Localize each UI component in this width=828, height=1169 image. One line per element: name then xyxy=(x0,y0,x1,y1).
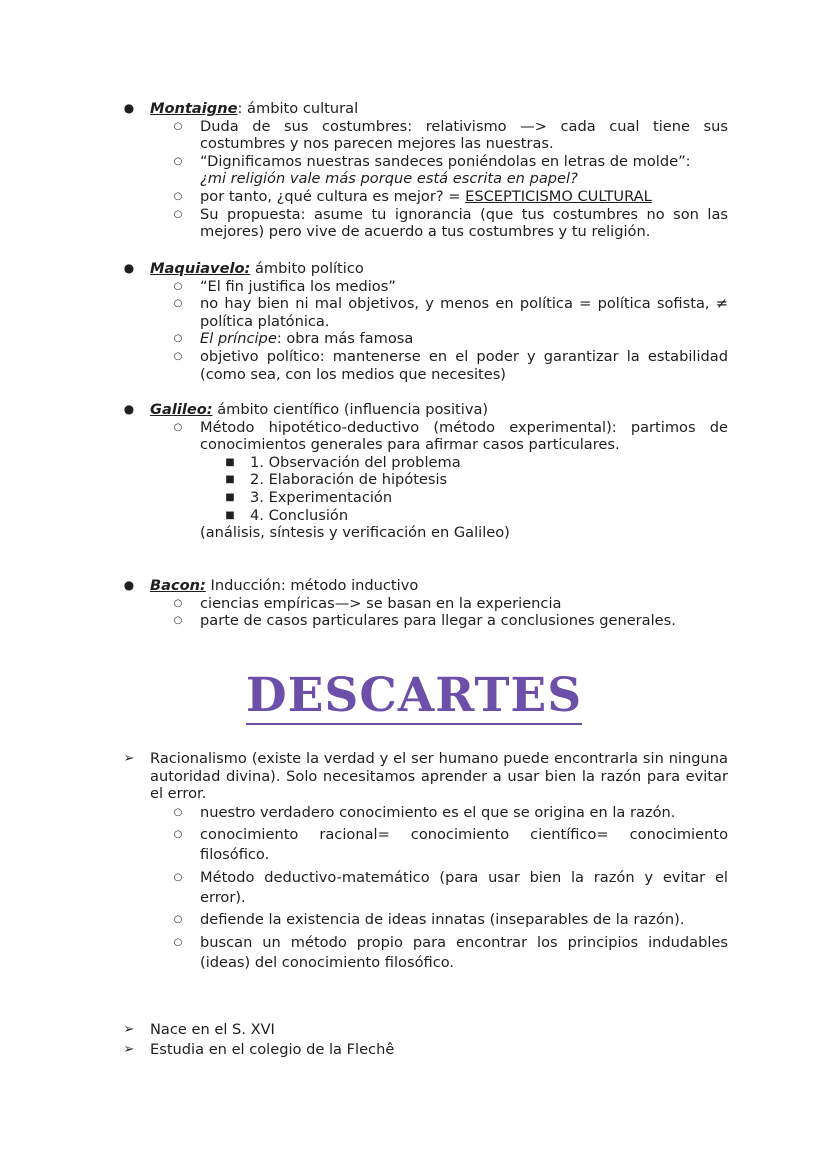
galileo-name: Galileo: xyxy=(150,401,213,418)
list-item xyxy=(100,910,728,930)
list-item xyxy=(150,507,728,525)
bullet-circle-icon: ○ xyxy=(173,280,183,292)
bio-line xyxy=(123,1040,728,1060)
galileo-step-3: 3. Experimentación xyxy=(250,488,393,506)
list-item xyxy=(100,118,728,153)
list-item xyxy=(100,612,728,630)
galileo-section xyxy=(123,401,728,542)
bullet-circle-icon: ○ xyxy=(173,350,183,362)
list-item xyxy=(150,471,728,489)
galileo-scope: ámbito científico (influencia positiva) xyxy=(212,401,489,418)
descartes-item-2: conocimiento racional= conocimiento científico= conocimiento filosófico. xyxy=(200,826,728,864)
bio-born: Nace en el S. XVI xyxy=(150,1021,275,1038)
list-item xyxy=(150,489,728,507)
montaigne-item-3: por tanto, ¿qué cultura es mejor? = xyxy=(200,187,466,205)
maquiavelo-item-3-title: El príncipe xyxy=(200,330,277,348)
bullet-circle-icon: ○ xyxy=(173,120,183,132)
descartes-bio xyxy=(123,1020,728,1060)
bacon-name: Bacon: xyxy=(150,577,206,594)
list-item xyxy=(150,454,728,472)
galileo-step-1: 1. Observación del problema xyxy=(250,453,461,471)
list-item xyxy=(100,188,728,206)
maquiavelo-item-1: “El fin justifica los medios” xyxy=(200,277,396,295)
bullet-circle-icon: ○ xyxy=(173,597,183,609)
bacon-section xyxy=(123,577,728,630)
descartes-intro-text: Racionalismo (existe la verdad y el ser humano puede encontrarla sin ninguna autoridad divina). Solo necesitamos aprender a usar bien la razón para evitar el error. xyxy=(150,750,728,803)
galileo-heading xyxy=(123,401,728,419)
maquiavelo-scope: ámbito político xyxy=(250,260,364,277)
montaigne-item-2-quote: ¿mi religión vale más porque está escrita en papel? xyxy=(200,170,578,188)
list-item xyxy=(100,419,728,454)
bullet-dot-icon: ● xyxy=(123,261,135,275)
bullet-circle-icon: ○ xyxy=(173,208,183,220)
descartes-item-1: nuestro verdadero conocimiento es el que se origina en la razón. xyxy=(200,803,676,821)
bio-studies: Estudia en el colegio de la Flechê xyxy=(150,1041,395,1058)
bacon-heading xyxy=(123,577,728,595)
montaigne-item-3-highlight: ESCEPTICISMO CULTURAL xyxy=(465,187,652,205)
bacon-item-1: ciencias empíricas—> se basan en la experiencia xyxy=(200,594,562,612)
arrow-bullet-icon: ➢ xyxy=(123,1042,135,1057)
list-item xyxy=(100,868,728,908)
list-item xyxy=(100,933,728,973)
arrow-bullet-icon: ➢ xyxy=(123,1022,135,1037)
descartes-item-5: buscan un método propio para encontrar los principios indudables (ideas) del conocimiento filosófico. xyxy=(200,933,728,971)
montaigne-section xyxy=(123,100,728,241)
montaigne-item-2: “Dignificamos nuestras sandeces poniéndolas en letras de molde”: xyxy=(200,152,691,170)
montaigne-heading xyxy=(123,100,728,118)
bacon-item-2: parte de casos particulares para llegar a conclusiones generales. xyxy=(200,612,676,630)
list-item xyxy=(100,595,728,613)
montaigne-item-4: Su propuesta: asume tu ignorancia (que tus costumbres no son las mejores) pero vive de acuerdo a tus costumbres y tu religión. xyxy=(200,205,728,241)
maquiavelo-heading xyxy=(123,260,728,278)
arrow-bullet-icon: ➢ xyxy=(123,751,135,766)
bullet-square-icon: ■ xyxy=(225,456,235,468)
montaigne-name: Montaigne xyxy=(150,100,238,117)
bullet-circle-icon: ○ xyxy=(173,615,183,627)
list-item xyxy=(100,348,728,383)
descartes-item-4: defiende la existencia de ideas innatas (inseparables de la razón). xyxy=(200,911,685,929)
montaigne-scope: : ámbito cultural xyxy=(237,100,359,117)
maquiavelo-name: Maquiavelo: xyxy=(150,260,251,277)
bullet-circle-icon: ○ xyxy=(173,333,183,345)
bullet-dot-icon: ● xyxy=(123,402,135,416)
maquiavelo-section xyxy=(123,260,728,383)
maquiavelo-item-4: objetivo político: mantenerse en el poder y garantizar la estabilidad (como sea, con los medios que necesites) xyxy=(200,347,728,383)
bullet-circle-icon: ○ xyxy=(173,190,183,202)
list-item xyxy=(100,825,728,865)
list-item xyxy=(100,330,728,348)
page-title-text: DESCARTES xyxy=(245,668,583,723)
bacon-scope: Inducción: método inductivo xyxy=(205,577,419,594)
list-item xyxy=(100,295,728,330)
bullet-circle-icon: ○ xyxy=(173,914,183,926)
galileo-method: Método hipotético-deductivo (método experimental): partimos de conocimientos generales para afirmar casos particulares. xyxy=(200,418,728,454)
bullet-circle-icon: ○ xyxy=(173,421,183,433)
bullet-square-icon: ■ xyxy=(225,509,235,521)
bio-line xyxy=(123,1020,728,1040)
list-item xyxy=(100,803,728,823)
list-item xyxy=(100,206,728,241)
bullet-square-icon: ■ xyxy=(225,474,235,486)
list-item xyxy=(100,153,728,188)
bullet-circle-icon: ○ xyxy=(173,829,183,841)
descartes-item-3: Método deductivo-matemático (para usar bien la razón y evitar el error). xyxy=(200,868,728,906)
bullet-circle-icon: ○ xyxy=(173,155,183,167)
galileo-note: (análisis, síntesis y verificación en Galileo) xyxy=(200,524,510,542)
bullet-square-icon: ■ xyxy=(225,491,235,503)
list-item xyxy=(100,278,728,296)
bullet-dot-icon: ● xyxy=(123,101,135,115)
maquiavelo-item-2: no hay bien ni mal objetivos, y menos en política = política sofista, ≠ política platónica. xyxy=(200,295,728,330)
maquiavelo-item-3: : obra más famosa xyxy=(276,330,414,348)
bullet-circle-icon: ○ xyxy=(173,298,183,310)
bullet-circle-icon: ○ xyxy=(173,806,183,818)
galileo-step-4: 4. Conclusión xyxy=(250,506,349,524)
descartes-section xyxy=(123,750,728,975)
bullet-circle-icon: ○ xyxy=(173,871,183,883)
montaigne-item-1: Duda de sus costumbres: relativismo —> cada cual tiene sus costumbres y nos parecen mejores las nuestras. xyxy=(200,117,728,153)
galileo-step-2: 2. Elaboración de hipótesis xyxy=(250,471,448,489)
page-title xyxy=(0,668,828,724)
bullet-circle-icon: ○ xyxy=(173,936,183,948)
descartes-intro xyxy=(123,750,728,803)
bullet-dot-icon: ● xyxy=(123,578,135,592)
